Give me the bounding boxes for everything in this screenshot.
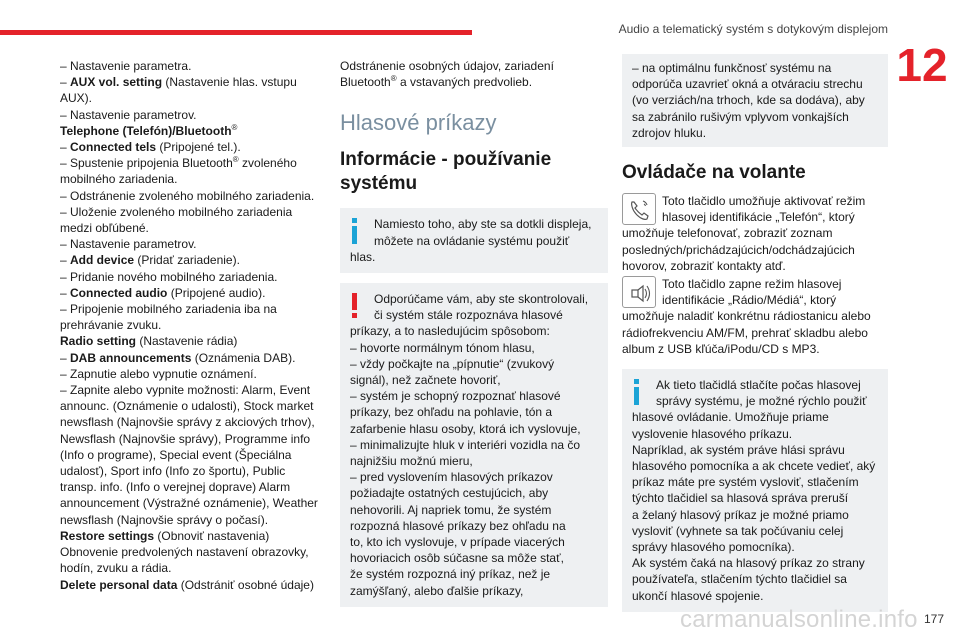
text-line: príkazy, bez ohľadu na pohlavie, tón a bbox=[350, 405, 553, 420]
text-line: Odstránenie osobných údajov, zariadení bbox=[340, 59, 554, 73]
text-line: odporúča uzavrieť okná a otváraciu strechu bbox=[632, 77, 863, 92]
text-line: (vo verziách/na trhoch, kde sa dodáva), aby bbox=[632, 93, 865, 108]
phone-button-description: Toto tlačidlo umožňuje aktivovať režim hlasovej identifikácie „Telefón“, ktorý umožňuje telefonovať, zobraziť zoznam posledných/prichádzajúcich/odchádzajúcich hovorov, zobraziť kontakty atď. bbox=[622, 194, 866, 273]
text-line: – pred vyslovením hlasových príkazov bbox=[350, 470, 553, 485]
text-line: to, kto ich vyslovuje, v prípade viacerých bbox=[350, 535, 565, 550]
text-line: Newsflash (Najnovšie správy), Programme info bbox=[60, 431, 311, 446]
text-line: Obnovenie predvolených nastavení obrazovky, bbox=[60, 545, 309, 560]
text-line: týchto tlačidiel sa hlasová správa preruší bbox=[632, 491, 849, 506]
text-line: – Nastavenie parametra. bbox=[60, 59, 192, 73]
text-line: Bluetooth® a vstavaných predvolieb. bbox=[340, 74, 533, 90]
text-line: – Pridanie nového mobilného zariadenia. bbox=[60, 269, 278, 284]
info-note bbox=[340, 208, 608, 273]
warning-icon bbox=[352, 293, 357, 319]
watermark: carmanualsonline.info bbox=[680, 606, 918, 633]
text-line: Ak tieto tlačidlá stlačíte počas hlasovej bbox=[656, 378, 861, 393]
text-line: požiadajte ostatných cestujúcich, aby bbox=[350, 486, 549, 501]
text-line: Odporúčame vám, aby ste skontrolovali, bbox=[374, 292, 589, 307]
text-line: vysloviť (vyhnete sa tak počúvaniu celej bbox=[632, 523, 844, 538]
warning-note bbox=[340, 283, 608, 607]
text-line: – Uloženie zvoleného mobilného zariadenia bbox=[60, 204, 293, 219]
text-line: – Add device (Pridať zariadenie). bbox=[60, 253, 240, 268]
text-line: – Odstránenie zvoleného mobilného zariadenia. bbox=[60, 188, 315, 203]
radio-button-description: Toto tlačidlo zapne režim hlasovej identifikácie „Rádio/Médiá“, ktorý umožňuje naladiť konkrétnu rádiostanicu alebo rádiofrekvenciu AM/FM, prehrať skladbu alebo album z USB kľúča/iPodu/CD s MP3. bbox=[622, 277, 871, 356]
text-line: nehovorili. Aj napriek tomu, že systém bbox=[350, 502, 552, 517]
phone-voice-icon bbox=[622, 193, 656, 225]
text-line: – Zapnutie alebo vypnutie oznámení. bbox=[60, 366, 257, 381]
info-icon bbox=[352, 218, 357, 244]
text-line: hovoriacich osôb súčasne sa môže stať, bbox=[350, 551, 564, 566]
chapter-number: 12 bbox=[896, 39, 948, 91]
text-line: – Pripojenie mobilného zariadenia iba na bbox=[60, 302, 277, 317]
text-line: môžete na ovládanie systému použiť bbox=[374, 233, 570, 248]
text-line: správy systému, je možné rýchlo použiť bbox=[656, 394, 867, 409]
intro-paragraph bbox=[340, 58, 608, 90]
text-line: zamýšľaný, alebo ďalšie príkazy, bbox=[350, 583, 524, 598]
text-line: Delete personal data (Odstrániť osobné údaje) bbox=[60, 577, 314, 592]
text-line: – minimalizujte hluk v interiéri vozidla na čo bbox=[350, 437, 581, 452]
text-line: prehrávanie zvuku. bbox=[60, 318, 162, 333]
text-line: – Nastavenie parametrov. bbox=[60, 107, 197, 122]
text-line: hlasové ovládanie. Umožňuje priame bbox=[632, 410, 829, 425]
column-middle bbox=[340, 58, 608, 617]
text-line: – AUX vol. setting (Nastavenie hlas. vstupu bbox=[60, 75, 297, 90]
subsection-heading: Informácie - používanie systému bbox=[340, 149, 552, 195]
text-line: – Nastavenie parametrov. bbox=[60, 237, 197, 252]
text-line: newsflash (Najnovšie správy z akciových trhov), bbox=[60, 415, 315, 430]
text-line: najnižšiu možnú mieru, bbox=[350, 454, 473, 469]
text-line: transp. info. (Info o verejnej doprave) Alarm bbox=[60, 480, 291, 495]
text-line: hlasového pomocníka a ak chcete vedieť, aký bbox=[632, 459, 876, 474]
text-line: announc. (Oznámenie o udalosti), Stock market bbox=[60, 399, 314, 414]
text-line: používateľa, stlačením týchto tlačidiel sa bbox=[632, 572, 847, 587]
column-right bbox=[622, 58, 888, 622]
section-heading: Hlasové príkazy bbox=[340, 110, 497, 136]
text-line: príkaz máte pre systém vysloviť, stlačením bbox=[632, 475, 859, 490]
text-line: Ak systém čaká na hlasový príkaz zo strany bbox=[632, 556, 865, 571]
text-line: Restore settings (Obnoviť nastavenia) bbox=[60, 528, 270, 543]
text-line: udalosť), Sport info (Info zo športu), Public bbox=[60, 464, 286, 479]
text-line: – Connected tels (Pripojené tel.). bbox=[60, 140, 241, 155]
text-line: rozpozná hlasové príkazy bez ohľadu na bbox=[350, 518, 566, 533]
text-line: AUX). bbox=[60, 91, 93, 106]
text-line: mobilného zariadenia. bbox=[60, 172, 178, 187]
text-line: – hovorte normálnym tónom hlasu, bbox=[350, 340, 535, 355]
subsection-heading: Ovládače na volante bbox=[622, 162, 806, 184]
running-header: Audio a telematický systém s dotykovým displejom bbox=[618, 22, 888, 36]
text-line: medzi obľúbené. bbox=[60, 221, 149, 236]
text-line: ukončí hlasové spojenie. bbox=[632, 588, 764, 603]
text-line: či systém stále rozpoznáva hlasové bbox=[374, 308, 563, 323]
text-line: (Info o programe), Special event (Špeciálna bbox=[60, 447, 292, 462]
text-line: signál), než začnete hovoriť, bbox=[350, 373, 501, 388]
column-left bbox=[60, 58, 322, 593]
text-line: announcement (Výstražné oznámenie), Weather bbox=[60, 496, 318, 511]
text-line: Napríklad, ak systém práve hlási správu bbox=[632, 442, 845, 457]
text-line: príkazy, a to nasledujúcim spôsobom: bbox=[350, 324, 550, 339]
text-line: vyslovenie hlasového príkazu. bbox=[632, 426, 793, 441]
text-line: – Connected audio (Pripojené audio). bbox=[60, 285, 266, 300]
text-line: zafarbenie hlasu osoby, ktorá ich vyslovuje, bbox=[350, 421, 581, 436]
text-line: hodín, zvuku a rádia. bbox=[60, 561, 172, 576]
warning-note-continued bbox=[622, 54, 888, 147]
text-line: – na optimálnu funkčnosť systému na bbox=[632, 61, 832, 75]
text-line: Radio setting (Nastavenie rádia) bbox=[60, 334, 238, 349]
text-line: sa zabránilo rušivým vplyvom vonkajších bbox=[632, 109, 849, 124]
page-number: 177 bbox=[923, 612, 944, 626]
text-line: a želaný hlasový príkaz je možné priamo bbox=[632, 507, 849, 522]
text-line: že systém rozpozná iný príkaz, než je bbox=[350, 567, 551, 582]
text-line: – vždy počkajte na „pípnutie“ (zvukový bbox=[350, 356, 555, 371]
radio-voice-icon bbox=[622, 276, 656, 308]
text-line: – Zapnite alebo vypnite možnosti: Alarm, Event bbox=[60, 383, 311, 398]
text-line: newsflash (Najnovšie správy o počasí). bbox=[60, 512, 269, 527]
text-line: – Spustenie pripojenia Bluetooth® zvoleného bbox=[60, 155, 297, 171]
text-line: Telephone (Telefón)/Bluetooth® bbox=[60, 122, 238, 138]
text-line: Namiesto toho, aby ste sa dotkli displeja, bbox=[374, 217, 592, 232]
header-accent-bar bbox=[0, 30, 472, 35]
text-line: zdrojov hluku. bbox=[632, 125, 707, 140]
text-line: – systém je schopný rozpoznať hlasové bbox=[350, 389, 561, 404]
text-line: – DAB announcements (Oznámenia DAB). bbox=[60, 350, 296, 365]
text-line: správy hlasového pomocníka). bbox=[632, 540, 795, 555]
text-line: hlas. bbox=[350, 249, 376, 264]
info-icon bbox=[634, 379, 639, 405]
info-note bbox=[622, 369, 888, 612]
